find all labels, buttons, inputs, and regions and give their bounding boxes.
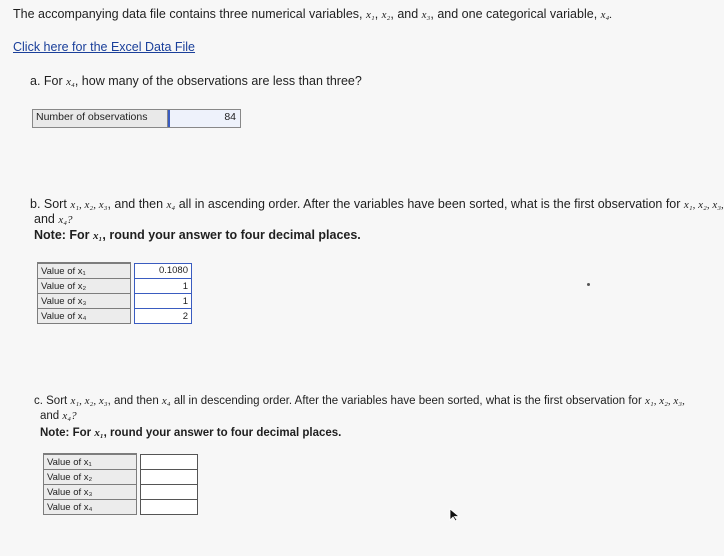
value-x2-input[interactable]: 1 (135, 279, 192, 294)
part-a-answer-row (32, 109, 241, 128)
value-x3-label: Value of x₃ (44, 485, 137, 500)
part-c-question-line1: c. Sort x₁, x₂, x₃, and then x₄ all in descending order. After the variables have been sorted, what is the first observation for x₁, x₂, x₃, (34, 395, 685, 407)
intro-text: The accompanying data file contains three numerical variables, x₁, x₂, and x₃, and one categorical variable, x₄. (13, 7, 613, 21)
value-x1-label: Value of x₁ (38, 263, 131, 279)
part-c-answer-table (43, 453, 198, 515)
value-x1-input[interactable] (141, 454, 198, 470)
table-row (44, 454, 198, 470)
number-of-observations-input[interactable]: 84 (168, 110, 240, 127)
part-b-question-line1: b. Sort x₁, x₂, x₃, and then x₄ all in ascending order. After the variables have been sorted, what is the first observation for x₁, x₂, x₃, (30, 197, 724, 211)
value-x4-input[interactable]: 2 (135, 309, 192, 324)
table-row (44, 470, 198, 485)
value-x4-label: Value of x₄ (38, 309, 131, 324)
dot-marker (587, 283, 590, 286)
value-x2-label: Value of x₂ (44, 470, 137, 485)
part-b-answer-table (37, 262, 192, 324)
number-of-observations-label: Number of observations (33, 110, 168, 127)
value-x3-input[interactable] (141, 485, 198, 500)
value-x4-label: Value of x₄ (44, 500, 137, 515)
var-x1: x₁ (365, 9, 375, 21)
table-row (38, 279, 192, 294)
table-row (38, 309, 192, 324)
part-a-question: a. For x₄, how many of the observations are less than three? (30, 74, 362, 88)
part-b-note: Note: For x₁, round your answer to four decimal places. (34, 228, 361, 242)
value-x2-input[interactable] (141, 470, 198, 485)
mouse-cursor-icon (449, 508, 463, 522)
value-x2-label: Value of x₂ (38, 279, 131, 294)
table-row (38, 294, 192, 309)
value-x4-input[interactable] (141, 500, 198, 515)
value-x1-input[interactable]: 0.1080 (135, 263, 192, 279)
value-x3-input[interactable]: 1 (135, 294, 192, 309)
part-c-note: Note: For x₁, round your answer to four decimal places. (40, 427, 342, 439)
part-c-question-line2: and x₄? (40, 410, 77, 422)
var-x3: x₃ (421, 9, 431, 21)
var-x4: x₄. (600, 9, 613, 21)
value-x1-label: Value of x₁ (44, 454, 137, 470)
excel-data-link[interactable]: Click here for the Excel Data File (13, 40, 196, 54)
var-x2: x₂ (381, 9, 391, 21)
part-b-question-line2: and x₄? (34, 212, 73, 226)
value-x3-label: Value of x₃ (38, 294, 131, 309)
table-row (38, 263, 192, 279)
table-row (44, 500, 198, 515)
table-row (44, 485, 198, 500)
